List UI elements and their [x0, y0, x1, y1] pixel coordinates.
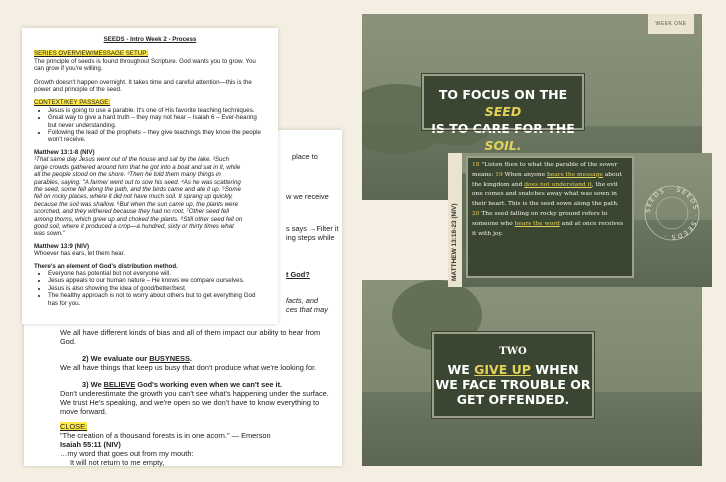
- element-heading: There's an element of God's distribution method.: [34, 262, 178, 270]
- isaiah-verse-2: It will not return to me empty,: [70, 458, 165, 467]
- peek-text-7: ces that may: [286, 305, 328, 314]
- slide-3-line-1: WE GIVE UP WHEN: [447, 362, 579, 377]
- week-tab: [648, 14, 694, 34]
- list-item: • Following the lead of the prophets – they give teachings they know the people won't receive.: [48, 129, 266, 144]
- list-item: • Jesus is also showing the idea of good/better/best.: [48, 285, 266, 292]
- reference-tab: [448, 153, 462, 287]
- close-quote: "The creation of a thousand forests is in one acorn." — Emerson: [60, 431, 271, 440]
- peek-text-5: t God?: [286, 270, 310, 279]
- peek-text-2: w we receive: [286, 192, 329, 201]
- context-list: [34, 107, 266, 144]
- overview-heading: SERIES OVERVIEW/MESSAGE SETUP:: [34, 50, 149, 58]
- scripture-box: 18 "Listen then to what the parable of the sower means: 19 When anyone hears the message about the kingdom and does not understand it, the evil one comes and snatches away what was sown in their heart. This is the seed sown along the path. 20 The seed falling on rocky ground refers to someone who hears the word and at once receives it with joy.: [466, 156, 634, 278]
- point-2-heading: 2) We evaluate our BUSYNESS.: [82, 354, 192, 363]
- list-item: • Great way to give a hard truth – they may not hear – Isaiah 6 – Ever-hearing but never understanding.: [48, 114, 266, 129]
- matthew-9-reference: Matthew 13:9 (NIV): [34, 242, 90, 250]
- matthew-reference: Matthew 13:1-8 (NIV): [34, 148, 95, 156]
- overview-text: The principle of seeds is found throughout Scripture. God wants you to grow. You can grow if you're willing.: [34, 57, 256, 73]
- badge-text: SEEDS · SEEDS · SEEDS ·: [644, 185, 700, 241]
- doc-title: SEEDS - Intro Week 2 - Process: [103, 36, 197, 43]
- matthew-9-passage: Whoever has ears, let them hear.: [34, 250, 126, 258]
- peek-text-3: s says →Filter it: [286, 224, 339, 233]
- element-list: [34, 270, 266, 307]
- seeds-badge-icon: [640, 181, 704, 245]
- bias-text: We all have different kinds of bias and all of them impact our ability to hear from God.: [60, 328, 321, 346]
- point-3-heading: 3) We BELIEVE God's working even when we can't see it.: [82, 380, 283, 389]
- isaiah-reference: Isaiah 55:11 (NIV): [60, 440, 121, 449]
- point-2-text: We all have things that keep us busy that don't produce what we're looking for.: [60, 363, 317, 372]
- slide-two: [362, 280, 702, 466]
- point-3-text: Don't underestimate the growth you can't see what's happening under the surface. We trust He's speaking, and we're open so we don't have to know everything to move forward.: [60, 389, 329, 416]
- matthew-passage: ¹That same day Jesus went out of the house and sat by the lake. ²Such large crowds gathered around him that he got into a boat and sat in it, while all the people stood on the shore. ³Then he told them many things in parables, saying: "A farmer went out to sow his seed. ⁴As he was scattering the seed, some fell along the path, and the birds came and ate it up. ⁵Some fell on rocky places, where it did not have much soil. It sprang up quickly, because the soil was shallow. ⁶But when the sun came up, the plants were scorched, and they withered because they had no root. ⁷Other seed fell among thorns, which grew up and choked the plants. ⁸Still other seed fell on good soil, where it produced a crop—a hundred, sixty or thirty times what was sown.": [34, 156, 243, 238]
- slide-1-line-2: IS TO CARE FOR THE SOIL.: [431, 121, 575, 153]
- context-heading: CONTEXT/KEY PASSAGE:: [34, 99, 111, 107]
- list-item: • Jesus is going to use a parable. It's one of His favorite teaching techniques.: [48, 107, 266, 114]
- week-tab-label: WEEK ONE: [655, 21, 687, 27]
- close-heading: CLOSE:: [60, 422, 88, 431]
- slide-3-line-2: WE FACE TROUBLE OR: [435, 377, 591, 392]
- slide-3-line-3: GET OFFENDED.: [456, 392, 570, 407]
- peek-text-1: place to: [292, 152, 318, 161]
- list-item: • The healthy approach is not to worry about others but to get everything God has for you.: [48, 292, 266, 307]
- slide-1-line-1: TO FOCUS ON THE SEED: [438, 87, 568, 119]
- peek-text-4: ing steps while: [286, 233, 335, 242]
- isaiah-verse-1: …my word that goes out from my mouth:: [60, 449, 194, 458]
- slide-3-title-box: [432, 332, 594, 418]
- growth-text: Growth doesn't happen overnight. It takes time and careful attention—this is the power and principle of the seed.: [34, 78, 252, 94]
- slide-1-title-box: [422, 74, 584, 153]
- scripture-reference: MATTHEW 13:18-23 (NIV): [451, 203, 458, 281]
- slide-3-number: TWO: [499, 346, 527, 357]
- peek-text-6: facts, and: [286, 296, 319, 305]
- slide-scripture: [448, 153, 712, 287]
- list-item: • Everyone has potential but not everyone will.: [48, 270, 266, 277]
- list-item: • Jesus appeals to our human nature – He knows we compare ourselves.: [48, 277, 266, 284]
- sermon-notes-page-1: [22, 28, 278, 324]
